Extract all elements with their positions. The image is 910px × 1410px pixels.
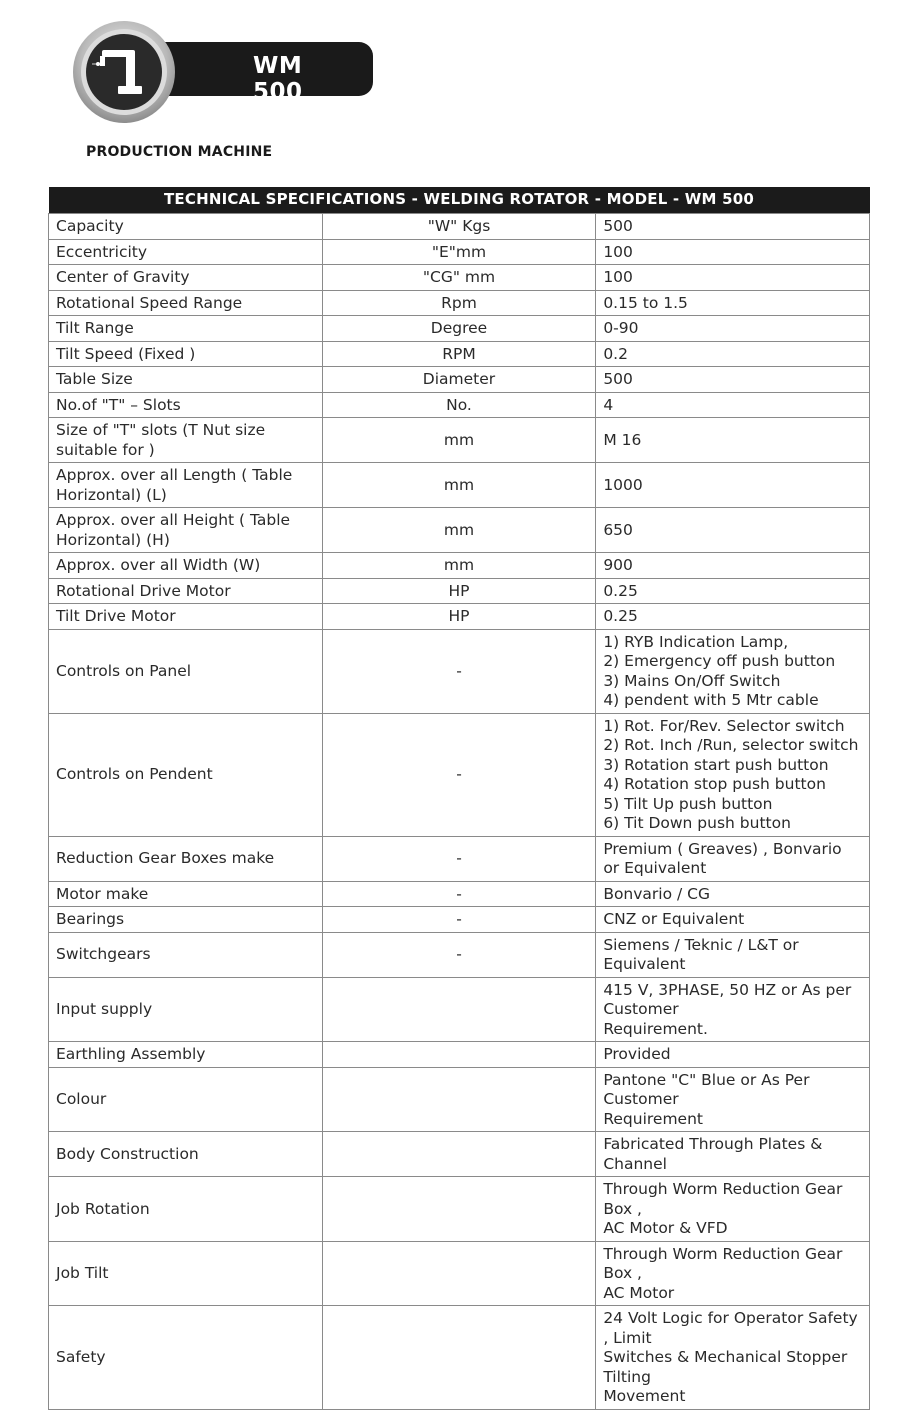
- parameter-cell: Controls on Pendent: [49, 713, 323, 836]
- table-row: [49, 367, 870, 393]
- unit-cell: No.: [322, 392, 596, 418]
- value-cell: 650: [596, 508, 870, 553]
- parameter-cell: No.of "T" – Slots: [49, 392, 323, 418]
- value-line: AC Motor & VFD: [603, 1219, 728, 1237]
- unit-cell: -: [322, 713, 596, 836]
- value-cell: 1000: [596, 463, 870, 508]
- value-cell: 900: [596, 553, 870, 579]
- parameter-cell: Earthling Assembly: [49, 1042, 323, 1068]
- value-cell: 0.15 to 1.5: [596, 290, 870, 316]
- value-line: 3) Rotation start push button: [603, 755, 829, 774]
- table-row: [49, 836, 870, 881]
- value-cell: 100: [596, 265, 870, 291]
- unit-cell: HP: [322, 578, 596, 604]
- parameter-cell: Job Rotation: [49, 1177, 323, 1242]
- value-cell: CNZ or Equivalent: [596, 907, 870, 933]
- parameter-cell: Job Tilt: [49, 1241, 323, 1306]
- table-row: [49, 316, 870, 342]
- parameter-cell: Table Size: [49, 367, 323, 393]
- unit-cell: mm: [322, 553, 596, 579]
- table-row: [49, 578, 870, 604]
- table-row: [49, 907, 870, 933]
- value-cell: [596, 713, 870, 836]
- value-cell: M 16: [596, 418, 870, 463]
- parameter-cell: Center of Gravity: [49, 265, 323, 291]
- table-row: [49, 932, 870, 977]
- value-cell: [596, 1306, 870, 1410]
- unit-cell: Diameter: [322, 367, 596, 393]
- unit-cell: [322, 1241, 596, 1306]
- value-cell: [596, 1241, 870, 1306]
- value-cell: 500: [596, 214, 870, 240]
- table-row: [49, 392, 870, 418]
- unit-cell: RPM: [322, 341, 596, 367]
- table-row: [49, 1306, 870, 1410]
- value-line: 24 Volt Logic for Operator Safety , Limit: [603, 1309, 858, 1347]
- value-cell: [596, 1067, 870, 1132]
- value-line: AC Motor: [603, 1283, 675, 1302]
- parameter-cell: Controls on Panel: [49, 629, 323, 713]
- parameter-cell: Capacity: [49, 214, 323, 240]
- parameter-cell: Tilt Drive Motor: [49, 604, 323, 630]
- value-line: Requirement.: [603, 1019, 708, 1038]
- parameter-cell: Rotational Drive Motor: [49, 578, 323, 604]
- value-line: Through Worm Reduction Gear Box ,: [603, 1244, 843, 1282]
- unit-cell: [322, 1306, 596, 1410]
- table-row: [49, 1042, 870, 1068]
- value-cell: [596, 1177, 870, 1242]
- unit-cell: [322, 1132, 596, 1177]
- value-cell: 0.25: [596, 604, 870, 630]
- unit-cell: [322, 1177, 596, 1242]
- value-line: Pantone "C" Blue or As Per Customer: [603, 1070, 810, 1108]
- unit-cell: mm: [322, 508, 596, 553]
- value-cell: [596, 977, 870, 1042]
- value-line: 2) Rot. Inch /Run, selector switch: [603, 736, 859, 754]
- parameter-cell: Approx. over all Height ( Table Horizontal) (H): [49, 508, 323, 553]
- parameter-cell: Motor make: [49, 881, 323, 907]
- table-row: [49, 1132, 870, 1177]
- table-row: [49, 508, 870, 553]
- value-cell: 0.2: [596, 341, 870, 367]
- value-cell: Provided: [596, 1042, 870, 1068]
- value-cell: 0-90: [596, 316, 870, 342]
- table-row: [49, 239, 870, 265]
- unit-cell: "CG" mm: [322, 265, 596, 291]
- unit-cell: HP: [322, 604, 596, 630]
- parameter-cell: Safety: [49, 1306, 323, 1410]
- unit-cell: -: [322, 907, 596, 933]
- table-header-row: [49, 187, 870, 214]
- parameter-cell: Size of "T" slots (T Nut size suitable for ): [49, 418, 323, 463]
- table-title: TECHNICAL SPECIFICATIONS - WELDING ROTATOR - MODEL - WM 500: [49, 187, 870, 214]
- table-body: [49, 214, 870, 1410]
- value-line: Movement: [603, 1387, 686, 1405]
- table-row: [49, 977, 870, 1042]
- value-line: 1) Rot. For/Rev. Selector switch: [603, 716, 845, 735]
- parameter-cell: Tilt Speed (Fixed ): [49, 341, 323, 367]
- table-row: [49, 629, 870, 713]
- table-row: [49, 881, 870, 907]
- parameter-cell: Bearings: [49, 907, 323, 933]
- value-cell: Fabricated Through Plates & Channel: [596, 1132, 870, 1177]
- table-row: [49, 265, 870, 291]
- unit-cell: -: [322, 629, 596, 713]
- parameter-cell: Eccentricity: [49, 239, 323, 265]
- model-title: WM 500: [253, 53, 303, 105]
- spec-table: [48, 187, 870, 1410]
- table-row: [49, 553, 870, 579]
- value-cell: 500: [596, 367, 870, 393]
- parameter-cell: Switchgears: [49, 932, 323, 977]
- value-cell: 4: [596, 392, 870, 418]
- parameter-cell: Tilt Range: [49, 316, 323, 342]
- value-line: Requirement: [603, 1109, 703, 1128]
- value-line: 6) Tit Down push button: [603, 814, 791, 832]
- brand-logo: [72, 20, 312, 124]
- table-row: [49, 713, 870, 836]
- table-row: [49, 1177, 870, 1242]
- table-row: [49, 214, 870, 240]
- value-cell: [596, 629, 870, 713]
- table-row: [49, 341, 870, 367]
- value-line: 2) Emergency off push button: [603, 652, 836, 670]
- value-line: 4) Rotation stop push button: [603, 775, 826, 793]
- value-cell: Bonvario / CG: [596, 881, 870, 907]
- unit-cell: Degree: [322, 316, 596, 342]
- table-row: [49, 604, 870, 630]
- unit-cell: "E"mm: [322, 239, 596, 265]
- value-cell: 0.25: [596, 578, 870, 604]
- parameter-cell: Input supply: [49, 977, 323, 1042]
- unit-cell: mm: [322, 418, 596, 463]
- unit-cell: [322, 977, 596, 1042]
- parameter-cell: Reduction Gear Boxes make: [49, 836, 323, 881]
- parameter-cell: Rotational Speed Range: [49, 290, 323, 316]
- parameter-cell: Approx. over all Width (W): [49, 553, 323, 579]
- unit-cell: -: [322, 836, 596, 881]
- value-line: 4) pendent with 5 Mtr cable: [603, 691, 819, 709]
- value-line: Through Worm Reduction Gear Box ,: [603, 1180, 843, 1218]
- table-row: [49, 290, 870, 316]
- table-row: [49, 1067, 870, 1132]
- value-line: 5) Tilt Up push button: [603, 794, 773, 813]
- parameter-cell: Approx. over all Length ( Table Horizontal) (L): [49, 463, 323, 508]
- unit-cell: "W" Kgs: [322, 214, 596, 240]
- unit-cell: [322, 1042, 596, 1068]
- parameter-cell: Body Construction: [49, 1132, 323, 1177]
- parameter-cell: Colour: [49, 1067, 323, 1132]
- unit-cell: Rpm: [322, 290, 596, 316]
- page-subtitle: PRODUCTION MACHINE: [86, 144, 273, 160]
- unit-cell: -: [322, 881, 596, 907]
- unit-cell: [322, 1067, 596, 1132]
- value-line: Switches & Mechanical Stopper Tilting: [603, 1348, 848, 1386]
- unit-cell: mm: [322, 463, 596, 508]
- table-row: [49, 463, 870, 508]
- value-cell: Siemens / Teknic / L&T or Equivalent: [596, 932, 870, 977]
- value-cell: 100: [596, 239, 870, 265]
- table-row: [49, 1241, 870, 1306]
- value-cell: Premium ( Greaves) , Bonvario or Equivalent: [596, 836, 870, 881]
- value-line: 3) Mains On/Off Switch: [603, 671, 781, 690]
- unit-cell: -: [322, 932, 596, 977]
- value-line: 415 V, 3PHASE, 50 HZ or As per Customer: [603, 980, 852, 1018]
- table-row: [49, 418, 870, 463]
- value-line: 1) RYB Indication Lamp,: [603, 632, 789, 651]
- welding-robot-icon: [72, 20, 176, 124]
